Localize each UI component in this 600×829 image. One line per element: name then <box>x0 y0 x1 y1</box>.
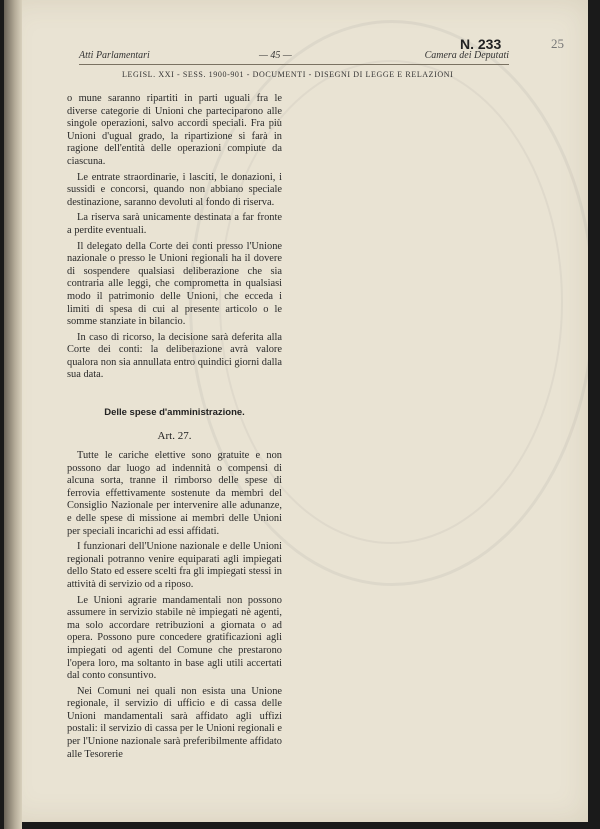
body-text-bottom <box>67 450 282 761</box>
article-heading: Art. 27. <box>157 430 192 442</box>
body-text-top <box>67 93 282 382</box>
subheader: LEGISL. XXI - SESS. 1900-901 - DOCUMENTI - DISEGNI DI LEGGE E RELAZIONI <box>122 70 454 79</box>
paragraph: I funzionari dell'Unione nazionale e delle Unioni regionali potranno venire equiparati agli impiegati dello Stato ed essere scelti fra gli impiegati stessi in attività di servizio od a riposo. <box>67 541 282 590</box>
paragraph: In caso di ricorso, la decisione sarà deferita alla Corte dei conti: la deliberazione avrà valore qualora non sia annullata entro quindici giorni dalla sua data. <box>67 331 282 381</box>
running-header <box>79 44 509 65</box>
page-binding-edge <box>4 0 22 829</box>
header-left: Atti Parlamentari <box>79 50 150 61</box>
sheet-number: 25 <box>551 36 564 51</box>
section-title: Delle spese d'amministrazione. <box>104 407 245 418</box>
paragraph: Le entrate straordinarie, i lasciti, le donazioni, i sussidi e concorsi, quando non abbiano speciale destinazione, saranno devoluti al fondo di riserva. <box>67 171 282 208</box>
paragraph: Nei Comuni nei quali non esista una Unione regionale, il servizio di ufficio e di cassa delle Unioni mandamentali sarà affidato agli uffizi postali: il servizio di cassa per le Unioni regionali e per l'Unione nazionale sarà preferibilmente affidato alle Tesorerie <box>67 685 282 760</box>
paragraph: o mune saranno ripartiti in parti uguali fra le diverse categorie di Unioni che parteciparono alle singole operazioni, salvo accordi speciali. Fra più Unioni d'ugual grado, la ripartizione si farà in ragione dell'entità delle operazioni compiute da ciascuna. <box>67 93 282 167</box>
paragraph: Le Unioni agrarie mandamentali non possono assumere in servizio stabile nè impiegati nè agenti, ma solo accordare retribuzioni a giornata o ad opera. Possono pure concedere gratificazioni agli impiegati od agenti del Comune che prestarono l'opera loro, ma soltanto in base agli utili accertati dal conto consuntivo. <box>67 594 282 682</box>
paragraph: La riserva sarà unicamente destinata a far fronte a perdite eventuali. <box>67 212 282 236</box>
issue-number: N. 233 <box>460 36 502 52</box>
scan-border <box>588 0 600 829</box>
header-right: Camera dei Deputati <box>424 50 509 61</box>
header-page-number: — 45 — <box>259 50 292 61</box>
paragraph: Il delegato della Corte dei conti presso l'Unione nazionale o presso le Unioni regionali ha il dovere di sospendere qualsiasi deliberazione che sia contraria alle leggi, che comprometta in qualsiasi modo il patrimonio delle Unioni, che ecceda i limiti di spesa di cui al presente articolo o le somme stanziate in bilancio. <box>67 240 282 328</box>
document-page <box>4 0 589 822</box>
paragraph: Tutte le cariche elettive sono gratuite e non possono dar luogo ad indennità o compensi di alcuna sorta, tranne il rimborso delle spese di ferrovia effettivamente sostenute da membri del Consiglio Nazionale per intervenire alle adunanze, e delle spese di missione ai membri delle Unioni per speciali incarichi ad essi affidati. <box>67 450 282 537</box>
